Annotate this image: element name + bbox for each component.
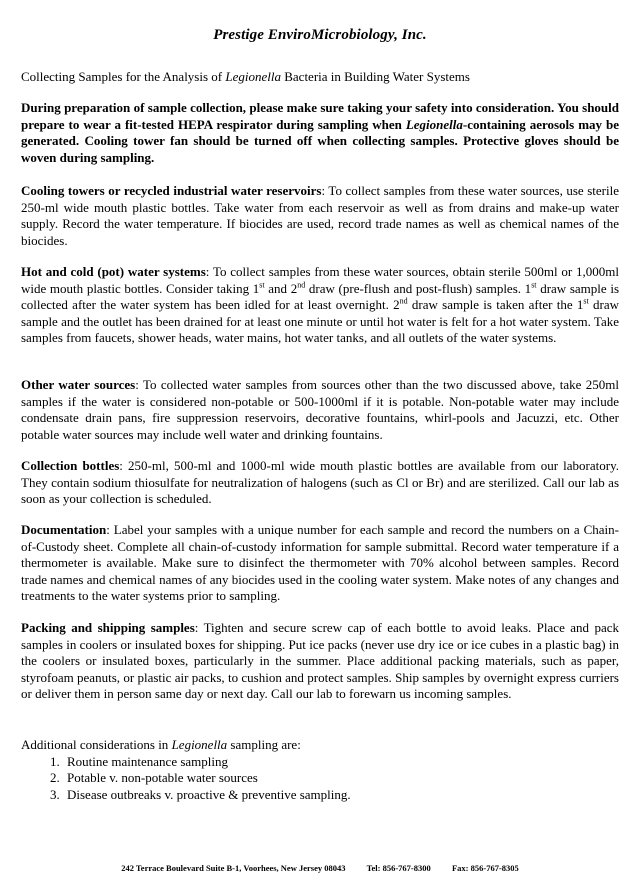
section-text: : To collect samples from these water sources, obtain sterile 500ml or 1,000ml wide mouth plastic bottles. Consider taking 1 — [21, 264, 619, 296]
document-title — [21, 69, 621, 85]
section-text: draw (pre-flush and post-flush) samples. 1 — [305, 280, 532, 296]
section-text: : 250-ml, 500-ml and 1000-ml wide mouth plastic bottles are available from our laboratory. They contain sodium thiosulfate for neutralization of halogens (such as Cl or Br) and are sterilized. Call our lab as soon as your collection is scheduled. — [21, 458, 619, 507]
footer-address: 242 Terrace Boulevard Suite B-1, Voorhees, New Jersey 08043 — [121, 863, 346, 873]
intro-text-end: -containing aerosols may be generated. Cooling tower fan should be turned off when collecting samples. Protective gloves should be woven during sampling. — [21, 116, 619, 165]
section-text: : Tighten and secure screw cap of each bottle to avoid leaks. Place and pack samples in coolers or insulated boxes for shipping. Put ice packs (never use dry ice or ice cubes in a plastic bag) in the coolers or insulated boxes, particularly in the summer. Place additional packing materials, such as paper, styrofoam peanuts, or plastic air packs, to cushion and protect samples. Ship samples by overnight express curriers or deliver them in person same day or next day. Call our lab to forewarn us incoming samples. — [21, 620, 619, 702]
intro-italic: Legionella — [405, 116, 463, 132]
list-item: 2. Potable v. non-potable water sources — [63, 770, 619, 787]
section-text: : To collect samples from these water sources, use sterile 250-ml wide mouth plastic bottles. Take water from each reservoir as well as from drains and make-up water supply. Record the water temperature. If biocides are used, record trade names as well as chemical names of the biocides. — [21, 183, 620, 248]
section-cooling-towers — [21, 183, 619, 249]
additional-text: Additional considerations in — [21, 737, 172, 752]
section-text: draw sample is taken after the 1 — [407, 297, 584, 313]
section-heading: Cooling towers or recycled industrial water reservoirs — [21, 183, 322, 198]
list-item: 1. Routine maintenance sampling — [63, 754, 619, 771]
page-footer — [0, 863, 640, 873]
safety-intro — [21, 100, 619, 166]
ordinal-suffix: st — [259, 280, 265, 290]
intro-text: During preparation of sample collection, please make sure taking your safety into consideration. You should prepare to wear a fit-tested HEPA respirator during sampling when — [21, 100, 619, 132]
section-text: : Label your samples with a unique number for each sample and record the numbers on a Chain-of-Custody sheet. Complete all chain-of-custody information for sample submittal. Record water temperature if a thermometer is available. Make sure to disinfect the thermometer with 70% alcohol between samples. Record trade names and chemical names of any biocides used in the cooling water system. Make notes of any changes and treatments to the water systems prior to sampling. — [21, 522, 619, 604]
section-text: draw sample and the outlet has been drained for at least one minute or until hot water is felt for a hot water system. Take samples from faucets, shower heads, water mains, hot water tanks, and all outlets of the water systems. — [21, 297, 619, 346]
section-text: draw sample is collected after the water system has been idled for at least overnight. 2 — [21, 280, 620, 313]
title-text-end: Bacteria in Building Water Systems — [280, 69, 470, 84]
considerations-list — [21, 754, 619, 804]
section-text: : To collected water samples from sources other than the two discussed above, take 250ml samples if the water is considered non-potable or 500-1000ml if it is potable. Non-potable water may include condensate drain pans, fire suppression reservoirs, decorative fountains, whirl-pools and Jacuzzi, etc. Other potable water sources may include well water and drinking fountains. — [21, 377, 620, 442]
ordinal-suffix: st — [531, 280, 537, 290]
section-packing-shipping — [21, 620, 619, 703]
title-text: Collecting Samples for the Analysis of — [21, 69, 226, 84]
list-item: 3. Disease outbreaks v. proactive & preventive sampling. — [63, 787, 619, 804]
ordinal-suffix: st — [583, 296, 589, 306]
section-collection-bottles — [21, 458, 619, 508]
section-other-water-sources — [21, 377, 619, 443]
additional-intro — [21, 737, 619, 754]
title-italic: Legionella — [225, 69, 281, 84]
footer-fax: Fax: 856-767-8305 — [451, 863, 519, 873]
section-additional-considerations — [21, 737, 619, 803]
additional-italic: Legionella — [171, 737, 228, 752]
company-header: Prestige EnviroMicrobiology, Inc. — [213, 27, 427, 43]
section-hot-cold-water — [21, 264, 619, 347]
ordinal-suffix: nd — [297, 280, 306, 290]
section-heading: Packing and shipping samples — [21, 620, 195, 635]
section-heading: Documentation — [21, 522, 107, 537]
ordinal-suffix: nd — [399, 296, 408, 306]
additional-text-end: sampling are: — [227, 737, 301, 752]
section-documentation — [21, 522, 619, 605]
section-heading: Collection bottles — [21, 458, 120, 473]
section-text: and 2 — [264, 280, 298, 296]
section-heading: Hot and cold (pot) water systems — [21, 264, 206, 279]
section-heading: Other water sources — [21, 377, 136, 392]
footer-tel: Tel: 856-767-8300 — [366, 863, 431, 873]
